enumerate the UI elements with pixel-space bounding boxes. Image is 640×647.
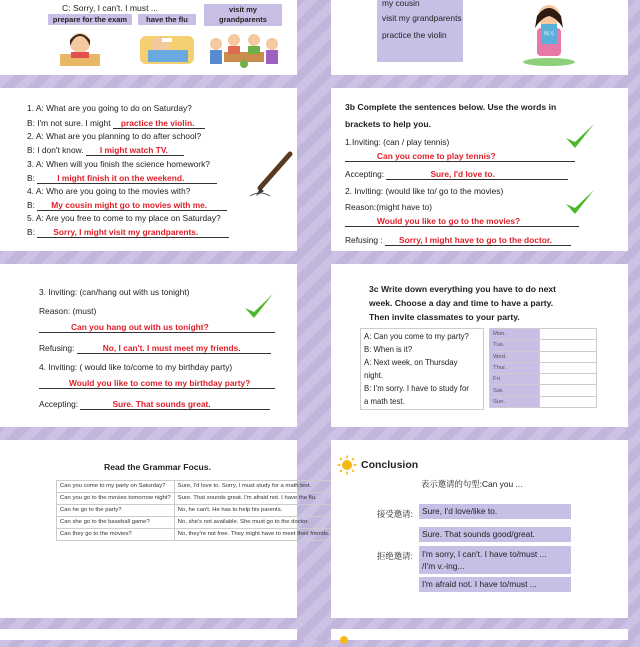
line-c: C: Sorry, I can't. I must ... <box>62 3 159 13</box>
table-row <box>57 481 334 493</box>
refusing-row: Refusing: No, I can't. I must meet my friends. <box>39 343 271 354</box>
activity-item: practice the violin <box>382 30 447 40</box>
accept-phrase: Sure, I'd love/like to. <box>419 504 571 519</box>
tag-visit-grandparents: visit my grandparents <box>204 4 282 26</box>
day-cell: Thur. <box>490 362 540 373</box>
answer-cell: No, she's not available. She must go to the doctor. <box>174 517 333 529</box>
a2: B: I don't know. I might watch TV. <box>27 145 184 156</box>
slide-conclusion <box>331 440 628 618</box>
accepting-row: Accepting: Sure. That sounds great. <box>39 399 270 410</box>
slide-next-right <box>331 629 628 640</box>
answer1: Can you come to play tennis? <box>345 151 575 162</box>
dialog-line: A: Can you come to my party? <box>364 332 469 341</box>
answer2: Sure, I'd love to. <box>386 169 568 180</box>
title-3c-line1: 3c Write down everything you have to do next <box>369 284 557 294</box>
day-cell: Sun. <box>490 396 540 407</box>
accepting-row: Accepting: Sure, I'd love to. <box>345 169 568 180</box>
slide-activities-list <box>331 0 628 75</box>
accept-phrase: Sure. That sounds good/great. <box>419 527 571 542</box>
reason: Reason: (must) <box>39 306 97 316</box>
slide-3b <box>331 88 628 251</box>
checkmark-icon <box>563 186 597 220</box>
q2: 2. A: What are you planning to do after school? <box>27 131 202 141</box>
q5: 5. A: Are you free to come to my place on Saturday? <box>27 213 221 223</box>
slide-grammar-focus <box>0 440 330 618</box>
answer4: Sorry, I might have to go to the doctor. <box>385 235 571 246</box>
sun-icon <box>337 633 351 647</box>
dialog-line: night. <box>364 371 384 380</box>
a1: B: I'm not sure. I might practice the violin. <box>27 118 205 129</box>
inviting4: 4. Inviting: ( would like to/come to my birthday party) <box>39 362 233 372</box>
a4: B: My cousin might go to movies with me. <box>27 200 227 211</box>
inviting2: 2. Inviting: (would like to/ go to the movies) <box>345 186 504 196</box>
invite-pattern: 表示邀请的句型:Can you ... <box>421 479 523 489</box>
table-row <box>57 493 334 505</box>
question-cell: Can they go to the movies? <box>57 529 175 541</box>
checkmark-icon <box>563 120 597 154</box>
accept-label: 接受邀请: <box>377 509 413 519</box>
q4: 4. A: Who are you going to the movies with? <box>27 186 191 196</box>
answer-text: I might watch TV. <box>86 145 184 156</box>
table-row <box>57 517 334 529</box>
title-3b-line2: brackets to help you. <box>345 119 431 129</box>
day-cell: Fri. <box>490 374 540 385</box>
day-cell: Wed. <box>490 351 540 362</box>
answer-text: My cousin might go to movies with me. <box>37 200 227 211</box>
days-table <box>489 328 597 408</box>
answer-text: practice the violin. <box>113 118 205 129</box>
checkmark-icon <box>242 290 276 324</box>
question-cell: Can you come to my party on Saturday? <box>57 481 175 493</box>
inviting1: 1.Inviting: (can / play tennis) <box>345 137 450 147</box>
slide-exercise-answers <box>0 88 297 251</box>
tag-prepare-exam: prepare for the exam <box>48 14 132 25</box>
question-cell: Can he go to the party? <box>57 505 175 517</box>
day-cell: Sat. <box>490 385 540 396</box>
family-image <box>204 28 284 70</box>
answer-cell: No, he can't. He has to help his parents. <box>174 505 333 517</box>
answer-text: I might finish it on the weekend. <box>37 173 217 184</box>
answer3: Would you like to go to the movies? <box>345 216 579 227</box>
table-row <box>57 529 334 541</box>
day-cell: Tue. <box>490 340 540 351</box>
conclusion-title: Conclusion <box>361 459 419 471</box>
tag-have-flu: have the flu <box>138 14 196 25</box>
a5: B: Sorry, I might visit my grandparents. <box>27 227 229 238</box>
q3: 3. A: When will you finish the science homework? <box>27 159 210 169</box>
day-cell: Mon. <box>490 329 540 340</box>
answer-cell: Sure, I'd love to. Sorry, I must study for a math test. <box>174 481 333 493</box>
title-3b-line1: 3b Complete the sentences below. Use the words in <box>345 102 557 112</box>
table-row <box>57 505 334 517</box>
activity-item: my cousin <box>382 0 420 8</box>
refuse-label: 拒绝邀请: <box>377 551 413 561</box>
pen-icon <box>248 150 294 200</box>
sun-icon <box>337 455 357 475</box>
refusing-row: Refusing : Sorry, I might have to go to the doctor. <box>345 235 571 246</box>
slide-dialog-pictures <box>0 0 297 75</box>
slide-3b-continued <box>0 264 297 427</box>
refuse-phrase: I'm sorry, I can't. I have to/must ... /I'm v.-ing... <box>419 546 571 574</box>
answer-cell: No, they're not free. They might have to meet their friends. <box>174 529 333 541</box>
question-cell: Can she go to the baseball game? <box>57 517 175 529</box>
title-3c-line3: Then invite classmates to your party. <box>369 312 520 322</box>
answer3: Would you like to come to my birthday party? <box>39 378 275 389</box>
answer2: No, I can't. I must meet my friends. <box>77 343 271 354</box>
slide-next-left <box>0 629 297 640</box>
grammar-table <box>56 480 334 541</box>
dialog-line: B: I'm sorry. I have to study for <box>364 384 469 393</box>
reason: Reason:(might have to) <box>345 202 433 212</box>
sick-kid-image <box>138 28 196 68</box>
slide-3c <box>331 264 628 427</box>
dialog-line: a math test. <box>364 397 405 406</box>
a3: B: I might finish it on the weekend. <box>27 173 217 184</box>
q1: 1. A: What are you going to do on Saturday? <box>27 103 192 113</box>
activity-item: visit my grandparents <box>382 13 462 23</box>
title-3c-line2: week. Choose a day and time to have a party. <box>369 298 554 308</box>
answer-cell: Sure. That sounds great. I'm afraid not. I have the flu. <box>174 493 333 505</box>
dialog-line: B: When is it? <box>364 345 413 354</box>
question-cell: Can you go to the movies tomorrow night? <box>57 493 175 505</box>
answer-text: Sorry, I might visit my grandparents. <box>37 227 229 238</box>
dialog-line: A: Next week, on Thursday <box>364 358 458 367</box>
girl-with-book-image <box>517 2 581 66</box>
book-label: 练习 <box>544 31 555 37</box>
studying-girl-image <box>58 26 102 68</box>
refuse-phrase: I'm afraid not. I have to/must ... <box>419 577 571 592</box>
grammar-title: Read the Grammar Focus. <box>104 462 211 472</box>
answer4: Sure. That sounds great. <box>80 399 270 410</box>
inviting3: 3. Inviting: (can/hang out with us tonight) <box>39 287 190 297</box>
answer1: Can you hang out with us tonight? <box>39 322 275 333</box>
